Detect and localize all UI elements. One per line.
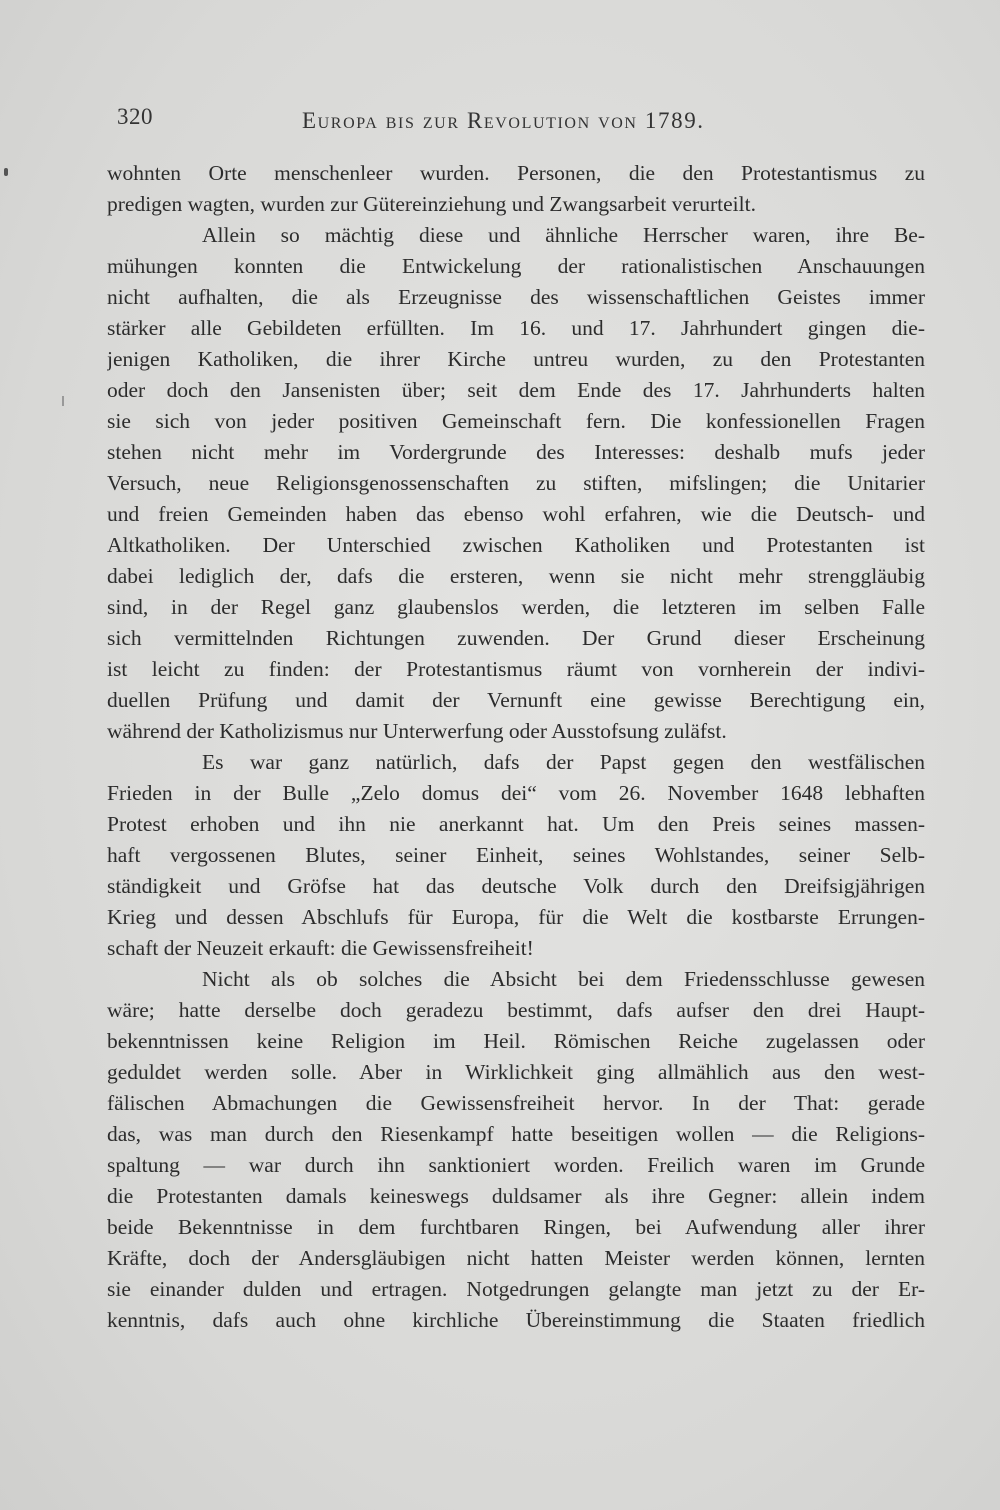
text-line: sie sich von jeder positiven Gemeinschaft fern. Die konfessionellen Fragen <box>107 409 925 433</box>
page-header <box>117 98 747 138</box>
text-line: ist leicht zu finden: der Protestantismus räumt von vornherein der indivi- <box>107 657 925 681</box>
text-line: wohnten Orte menschenleer wurden. Personen, die den Protestantismus zu <box>107 161 925 185</box>
text-line: Altkatholiken. Der Unterschied zwischen Katholiken und Protestanten ist <box>107 533 925 557</box>
text-line: stehen nicht mehr im Vordergrunde des Interesses: deshalb mufs jeder <box>107 440 925 464</box>
margin-speck <box>4 168 8 176</box>
text-line: Protest erhoben und ihn nie anerkannt hat. Um den Preis seines massen- <box>107 812 925 836</box>
text-line: duellen Prüfung und damit der Vernunft eine gewisse Berechtigung ein, <box>107 688 925 712</box>
text-line: Kräfte, doch der Andersgläubigen nicht hatten Meister werden können, lernten <box>107 1246 925 1270</box>
text-line: bekenntnissen keine Religion im Heil. Römischen Reiche zugelassen oder <box>107 1029 925 1053</box>
text-line: sich vermittelnden Richtungen zuwenden. Der Grund dieser Erscheinung <box>107 626 925 650</box>
text-line: dabei lediglich der, dafs die ersteren, wenn sie nicht mehr strenggläubig <box>107 564 925 588</box>
text-line: haft vergossenen Blutes, seiner Einheit, seines Wohlstandes, seiner Selb- <box>107 843 925 867</box>
text-line: ständigkeit und Gröfse hat das deutsche Volk durch den Dreifsigjährigen <box>107 874 925 898</box>
text-line: während der Katholizismus nur Unterwerfung oder Ausstofsung zuläfst. <box>107 719 727 743</box>
text-line: Krieg und dessen Abschlufs für Europa, für die Welt die kostbarste Errungen- <box>107 905 925 929</box>
body-text <box>107 158 925 1336</box>
text-line: oder doch den Jansenisten über; seit dem Ende des 17. Jahrhunderts halten <box>107 378 925 402</box>
text-line: die Protestanten damals keineswegs duldsamer als ihre Gegner: allein indem <box>107 1184 925 1208</box>
text-line: fälischen Abmachungen die Gewissensfreiheit hervor. In der That: gerade <box>107 1091 925 1115</box>
text-line: predigen wagten, wurden zur Gütereinziehung und Zwangsarbeit verurteilt. <box>107 192 756 216</box>
text-line: sind, in der Regel ganz glaubenslos werden, die letzteren im selben Falle <box>107 595 925 619</box>
text-line: jenigen Katholiken, die ihrer Kirche untreu wurden, zu den Protestanten <box>107 347 925 371</box>
text-line: spaltung — war durch ihn sanktioniert worden. Freilich waren im Grunde <box>107 1153 925 1177</box>
text-line: Versuch, neue Religionsgenossenschaften zu stiften, mifslingen; die Unitarier <box>107 471 925 495</box>
text-line: stärker alle Gebildeten erfüllten. Im 16. und 17. Jahrhundert gingen die- <box>107 316 925 340</box>
text-line: mühungen konnten die Entwickelung der rationalistischen Anschauungen <box>107 254 925 278</box>
text-line: Allein so mächtig diese und ähnliche Herrscher waren, ihre Be- <box>202 223 925 247</box>
text-line: nicht aufhalten, die als Erzeugnisse des wissenschaftlichen Geistes immer <box>107 285 925 309</box>
text-line: schaft der Neuzeit erkauft: die Gewissensfreiheit! <box>107 936 534 960</box>
page-number: 320 <box>117 104 153 129</box>
text-line: geduldet werden solle. Aber in Wirklichkeit ging allmählich aus den west- <box>107 1060 925 1084</box>
text-line: das, was man durch den Riesenkampf hatte beseitigen wollen — die Religions- <box>107 1122 925 1146</box>
text-line: kenntnis, dafs auch ohne kirchliche Übereinstimmung die Staaten friedlich <box>107 1308 925 1332</box>
text-line: und freien Gemeinden haben das ebenso wohl erfahren, wie die Deutsch- und <box>107 502 925 526</box>
text-line: beide Bekenntnisse in dem furchtbaren Ringen, bei Aufwendung aller ihrer <box>107 1215 925 1239</box>
text-line: Nicht als ob solches die Absicht bei dem Friedensschlusse gewesen <box>202 967 925 991</box>
text-line: wäre; hatte derselbe doch geradezu bestimmt, dafs aufser den drei Haupt- <box>107 998 925 1022</box>
text-line: Es war ganz natürlich, dafs der Papst gegen den westfälischen <box>202 750 925 774</box>
text-line: sie einander dulden und ertragen. Notgedrungen gelangte man jetzt zu der Er- <box>107 1277 925 1301</box>
text-line: Frieden in der Bulle „Zelo domus dei“ vom 26. November 1648 lebhaften <box>107 781 925 805</box>
running-title: Europa bis zur Revolution von 1789. <box>302 108 705 133</box>
margin-speck <box>62 396 64 406</box>
